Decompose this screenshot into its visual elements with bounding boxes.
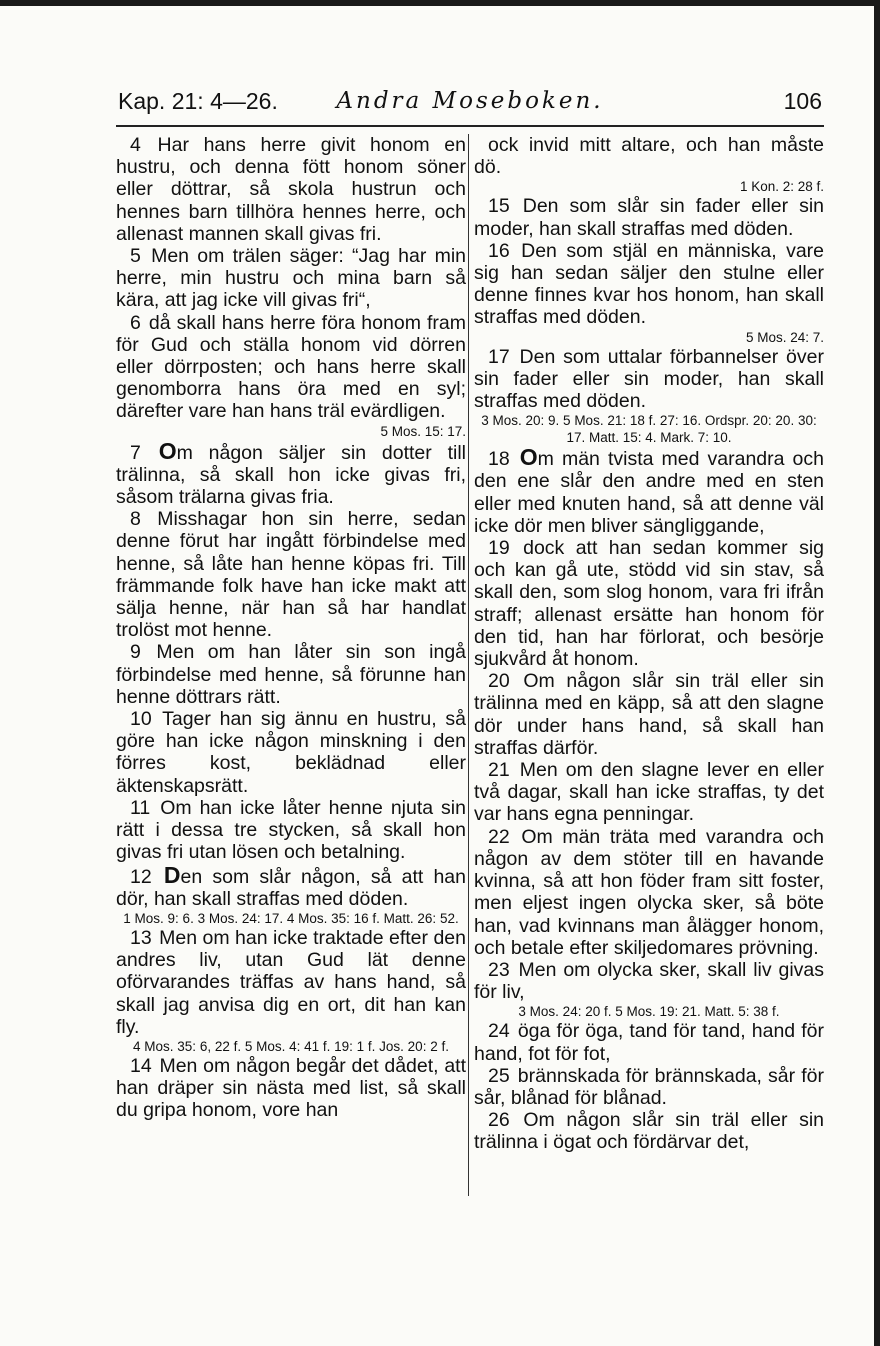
verse xyxy=(474,1020,824,1064)
verse-number: 14 xyxy=(130,1054,152,1077)
cross-reference: 5 Mos. 15: 17. xyxy=(380,423,466,439)
verse xyxy=(116,508,466,641)
verse xyxy=(474,1065,824,1109)
verse-text: m män tvista med varandra och den ene slår den andre med en sten eller med knuten hand, så att denne väl icke dör men bliver sängliggande, xyxy=(474,448,824,537)
verse xyxy=(474,1109,824,1153)
verse-text: Tager han sig ännu en hustru, så göre han icke någon minskning i den förres kost, beklädnad eller äktenskapsrätt. xyxy=(116,708,466,797)
verse-text: Den som stjäl en människa, vare sig han sedan säljer den stulne eller denne finnes kvar hos honom, han skall straffas med döden. xyxy=(474,239,824,329)
verse-text: då skall hans herre föra honom fram för Gud och ställa honom vid dörren eller dörrposten; och hans herre skall genomborra hans öra med en syl; därefter vare han hans träl evärdligen. xyxy=(116,311,466,423)
verse xyxy=(474,826,824,959)
verse-number: 5 xyxy=(130,245,141,268)
verse-text: Men om den slagne lever en eller två dagar, skall han icke straffas, ty det var hans egna penningar. xyxy=(474,759,824,826)
verse xyxy=(474,240,824,346)
verse-number: 26 xyxy=(488,1109,510,1132)
cross-reference: 3 Mos. 20: 9. 5 Mos. 21: 18 f. 27: 16. Ordspr. 20: 20. 30: 17. Matt. 15: 4. Mark. 7: 10. xyxy=(481,413,817,446)
cross-reference: 1 Kon. 2: 28 f. xyxy=(739,179,824,195)
scan-border-right xyxy=(874,0,880,1346)
scan-border-top xyxy=(0,0,880,6)
verse-text: Om han icke låter henne njuta sin rätt i dessa tre stycken, så skall hon givas fri utan lösen och betalning. xyxy=(116,796,466,864)
verse xyxy=(474,195,824,239)
verse-text: ock invid mitt altare, och han måste dö. xyxy=(474,134,824,179)
verse xyxy=(116,861,466,927)
verse xyxy=(116,797,466,864)
verse-text: Har hans herre givit honom en hustru, och denna fött honom söner eller döttrar, så skola hustrun och hennes barn tillhöra hennes herre, och allenast mannen skall givas fri. xyxy=(116,134,466,245)
chapter-reference: Kap. 21: 4—26. xyxy=(118,88,278,114)
verse-number: 8 xyxy=(130,508,141,531)
verse xyxy=(474,759,824,826)
verse-number: 11 xyxy=(130,796,151,819)
verse-number: 24 xyxy=(488,1020,510,1043)
verse xyxy=(116,437,466,509)
verse xyxy=(474,959,824,1020)
page-number: 106 xyxy=(783,88,822,114)
verse xyxy=(474,670,824,759)
verse-number: 19 xyxy=(488,537,510,560)
verse-text: en som slår någon, så att han dör, han skall straffas med döden. xyxy=(116,865,466,910)
verse-number: 22 xyxy=(488,825,510,848)
verse xyxy=(116,134,466,245)
section-initial: D xyxy=(163,861,181,888)
header-rule xyxy=(116,125,824,127)
verse-text: Men om trälen säger: “Jag har min herre, min hustru och mina barn så kära, att jag icke vill givas fri“, xyxy=(116,245,466,312)
right-column xyxy=(474,134,824,1154)
verse-text: Men om olycka sker, skall liv givas för liv, xyxy=(474,958,824,1004)
verse-text: Misshagar hon sin herre, sedan denne förut har ingått förbindelse med henne, så låte han henne köpas fri. Till främmande folk have han icke makt att sälja henne, när han så har handlat trolöst mot henne. xyxy=(116,508,467,642)
verse-number: 15 xyxy=(488,195,510,218)
section-initial: O xyxy=(519,444,538,471)
verse-text: brännskada för brännskada, sår för sår, blånad för blånad. xyxy=(474,1064,824,1109)
verse-number: 16 xyxy=(488,239,510,262)
verse-text: m någon säljer sin dotter till trälinna, så skall hon icke givas fri, såsom trälarna givas fria. xyxy=(116,441,466,509)
verse xyxy=(116,1055,466,1122)
verse xyxy=(474,446,824,537)
verse-number: 9 xyxy=(130,641,141,664)
verse xyxy=(474,537,824,670)
verse xyxy=(116,927,466,1055)
verse xyxy=(116,312,466,440)
verse-number: 21 xyxy=(488,759,510,782)
verse-number: 17 xyxy=(488,345,510,368)
verse xyxy=(474,346,824,447)
verse-number: 25 xyxy=(488,1064,510,1087)
verse xyxy=(116,708,466,797)
verse-text: Om män träta med varandra och någon av dem stöter till en havande kvinna, så att hon föder fram sitt foster, men eljest ingen olycka sker, så böte han, vad kvinnans man ålägger honom, och betale efter skiljedomares prövning. xyxy=(474,825,824,959)
verse-number: 13 xyxy=(130,926,152,949)
cross-reference: 1 Mos. 9: 6. 3 Mos. 24: 17. 4 Mos. 35: 16 f. Matt. 26: 52. xyxy=(123,910,459,926)
verse-number: 6 xyxy=(130,311,141,334)
column-divider xyxy=(468,134,469,1196)
verse-text: öga för öga, tand för tand, hand för hand, fot för fot, xyxy=(474,1020,824,1065)
verse-number: 18 xyxy=(488,448,510,471)
verse-number: 10 xyxy=(130,708,152,731)
verse-text: Men om någon begår det dådet, att han dräper sin nästa med list, så skall du gripa honom, vore han xyxy=(116,1054,466,1122)
verse-text: Om någon slår sin träl eller sin trälinna i ögat och fördärvar det, xyxy=(474,1109,824,1154)
verse-text: Den som uttalar förbannelser över sin fader eller sin moder, han skall straffas med döden. xyxy=(474,345,824,413)
cross-reference: 3 Mos. 24: 20 f. 5 Mos. 19: 21. Matt. 5: 38 f. xyxy=(518,1004,780,1020)
verse-text: Men om han låter sin son ingå förbindelse med henne, så förunne han henne döttrars rätt. xyxy=(116,641,467,708)
section-initial: O xyxy=(158,437,177,464)
verse xyxy=(474,134,824,195)
verse-number: 20 xyxy=(488,670,510,693)
page-header xyxy=(118,88,822,122)
book-title: Andra Moseboken. xyxy=(336,88,604,114)
verse-text: dock att han sedan kommer sig och kan gå ute, stödd vid sin stav, så skall den, som slog honom, vara fri ifrån straff; allenast ersätte han honom för den tid, han har förlorat, och besörje sjukvård åt honom. xyxy=(474,537,824,671)
cross-reference: 5 Mos. 24: 7. xyxy=(745,329,824,345)
verse-text: Om någon slår sin träl eller sin trälinna med en käpp, så att den slagne dör under hans hand, så skall han straffas därför. xyxy=(474,670,824,759)
verse-text: Men om han icke traktade efter den andres liv, utan Gud lät denne oförvarandes träffas av hans hand, så skall jag anvisa dig en ort, dit han kan fly. xyxy=(116,926,466,1038)
verse-number: 7 xyxy=(130,441,141,464)
verse xyxy=(116,245,466,312)
left-column xyxy=(116,134,466,1122)
cross-reference: 4 Mos. 35: 6, 22 f. 5 Mos. 4: 41 f. 19: 1 f. Jos. 20: 2 f. xyxy=(133,1038,449,1054)
verse-number: 12 xyxy=(130,865,152,888)
verse-text: Den som slår sin fader eller sin moder, han skall straffas med döden. xyxy=(474,195,825,240)
verse xyxy=(116,641,466,708)
verse-number: 4 xyxy=(130,134,141,156)
verse-number: 23 xyxy=(488,958,510,981)
